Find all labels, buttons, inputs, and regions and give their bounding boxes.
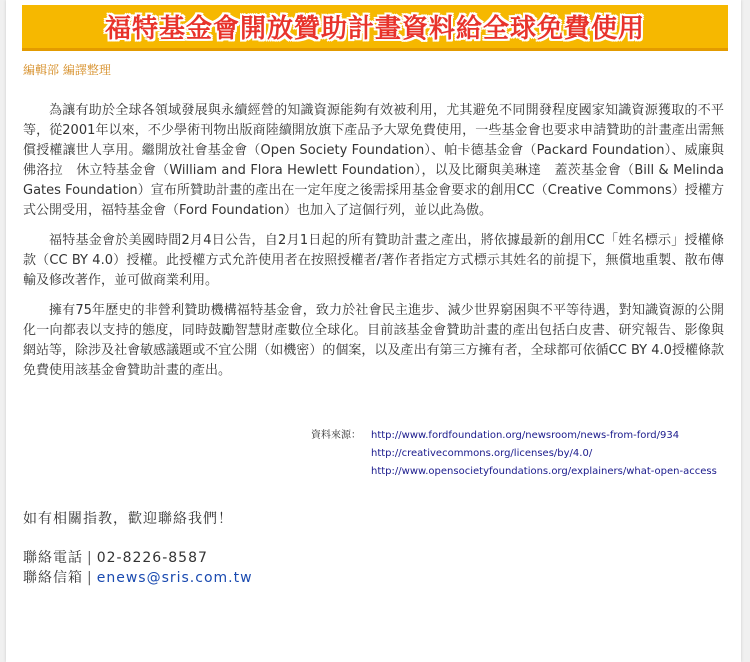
page-title: 福特基金會開放贊助計畫資料給全球免費使用 [104,14,645,44]
contact-block [23,509,253,588]
contact-email-row [23,568,253,588]
email-link[interactable]: enews@sris.com.tw [96,570,253,586]
contact-phone-row [23,548,253,568]
phone-label: 聯絡電話 [23,550,83,566]
separator: | [87,570,93,586]
email-label: 聯絡信箱 [23,570,83,586]
source-link-opensociety[interactable]: http://www.opensocietyfoundations.org/explainers/what-open-access [371,466,717,477]
header-banner [22,5,728,51]
separator: | [87,550,93,566]
source-link-ford[interactable]: http://www.fordfoundation.org/newsroom/news-from-ford/934 [371,430,680,441]
page [6,0,741,662]
byline: 編輯部 編譯整理 [23,63,111,77]
article-body [23,101,724,391]
article-paragraph: 福特基金會於美國時間2月4日公告，自2月1日起的所有贊助計畫之產出，將依據最新的創用CC「姓名標示」授權條款（CC BY 4.0）授權。此授權方式允許使用者在按照授權者/著作者指定方式標示其姓名的前提下，無償地重製、散布傳輸及修改著作，並可做商業利用。 [23,233,724,288]
phone-value: 02-8226-8587 [96,550,208,566]
sources-label: 資料來源： [311,430,361,441]
sources-block [311,427,717,481]
article-paragraph: 擁有75年歷史的非營利贊助機構福特基金會，致力於社會民主進步、減少世界窮困與不平等待遇，對知識資源的公開化一向都表以支持的態度，同時鼓勵智慧財產數位全球化。目前該基金會贊助計畫的產出包括白皮書、研究報告、影像與網站等，除涉及社會敏感議題或不宜公開（如機密）的個案，以及產出有第三方擁有者，全球都可依循CC BY 4.0授權條款免費使用該基金會贊助計畫的產出。 [23,303,724,378]
source-link-creativecommons[interactable]: http://creativecommons.org/licenses/by/4.0/ [371,448,593,459]
contact-invite: 如有相關指教，歡迎聯絡我們！ [23,511,233,527]
article-paragraph: 為讓有助於全球各領域發展與永續經營的知識資源能夠有效被利用，尤其避免不同開發程度國家知識資源獲取的不平等，從2001年以來，不少學術刊物出版商陸續開放旗下產品予大眾免費使用，一些基金會也要求申請贊助的計畫產出需無償授權讓世人享用。繼開放社會基金會（Open Society Foundation）、帕卡德基金會（Packard Foundation）、威廉與佛洛拉 休立特基金會（William and Flora Hewlett Foundation），以及比爾與美琳達 蓋茨基金會（Bill & Melinda Gates Foundation）宣布所贊助計畫的產出在一定年度之後需採用基金會要求的創用CC（Creative Commons）授權方式公開受用，福特基金會（Ford Foundation）也加入了這個行列，並以此為傲。 [23,103,724,218]
sources-list [371,427,717,481]
